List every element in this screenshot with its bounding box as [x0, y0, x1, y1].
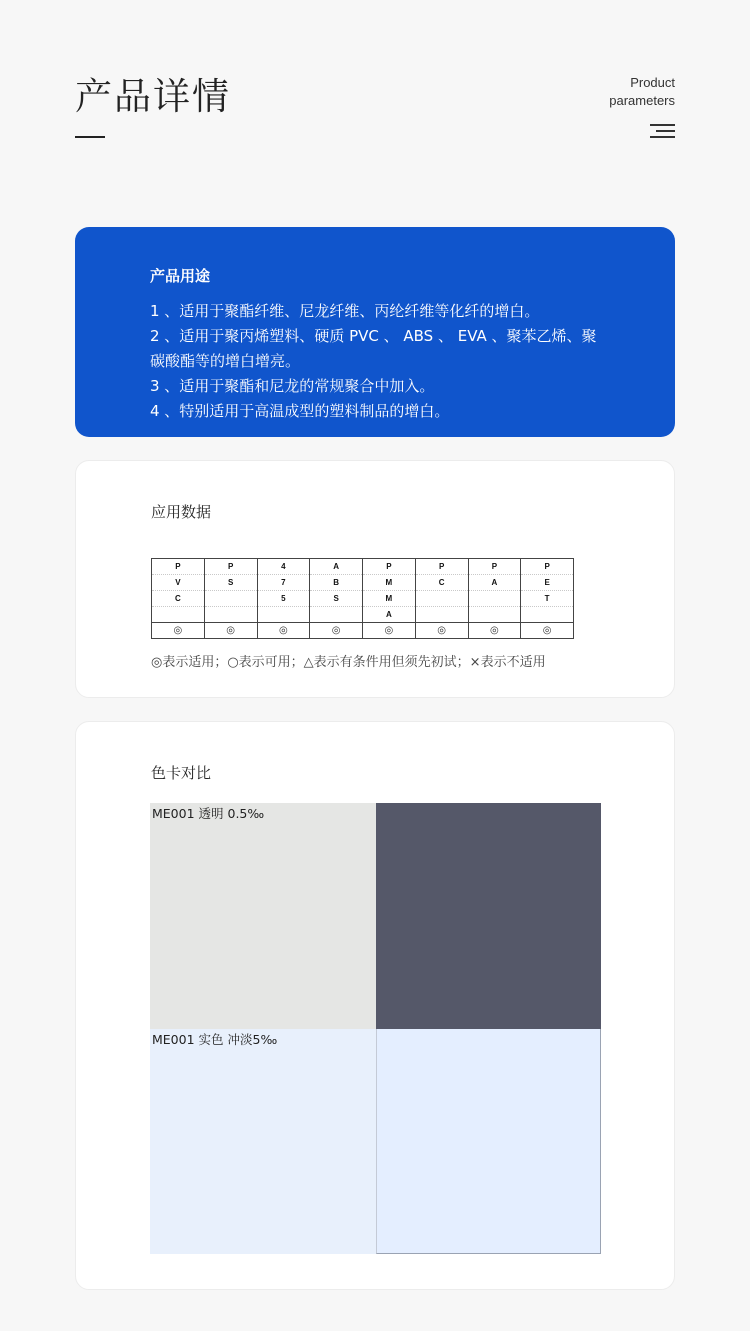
suitability-mark: ◎: [521, 623, 574, 639]
table-cell: C: [415, 575, 468, 591]
table-row: [152, 623, 574, 639]
color-swatch-grid: [150, 803, 601, 1254]
subtitle-line-1: Product: [630, 75, 675, 90]
suitability-mark: ◎: [204, 623, 257, 639]
usage-item: 1 、适用于聚酯纤维、尼龙纤维、丙纶纤维等化纤的增白。: [150, 302, 540, 320]
color-swatch: [150, 1029, 376, 1255]
hamburger-menu-icon[interactable]: [650, 124, 675, 140]
table-cell: [257, 607, 310, 623]
table-cell: [415, 607, 468, 623]
table-cell: [310, 607, 363, 623]
color-card-heading: 色卡对比: [151, 764, 212, 782]
suitability-mark: ◎: [363, 623, 416, 639]
table-cell: P: [152, 559, 205, 575]
usage-item: 4 、特别适用于高温成型的塑料制品的增白。: [150, 402, 450, 420]
table-cell: P: [468, 559, 521, 575]
swatch-label: ME001 透明 0.5‰: [152, 806, 265, 821]
color-swatch: [150, 803, 376, 1029]
table-cell: A: [363, 607, 416, 623]
page-subtitle: [609, 74, 675, 110]
table-cell: [204, 591, 257, 607]
color-card-section: [75, 721, 675, 1290]
application-table: [151, 558, 574, 639]
table-cell: M: [363, 591, 416, 607]
table-cell: C: [152, 591, 205, 607]
suitability-mark: ◎: [415, 623, 468, 639]
table-cell: 4: [257, 559, 310, 575]
table-cell: V: [152, 575, 205, 591]
swatch-label: ME001 实色 冲淡5‰: [152, 1031, 278, 1047]
table-row: [152, 591, 574, 607]
table-cell: 7: [257, 575, 310, 591]
page-title: 产品详情: [75, 75, 231, 118]
table-cell: P: [204, 559, 257, 575]
color-swatch: [376, 1029, 602, 1255]
table-row: [152, 607, 574, 623]
table-cell: [521, 607, 574, 623]
product-usage-card: [75, 227, 675, 437]
product-usage-heading: 产品用途: [150, 267, 211, 285]
title-underline: [75, 136, 105, 138]
suitability-mark: ◎: [468, 623, 521, 639]
table-cell: S: [204, 575, 257, 591]
table-row: [152, 575, 574, 591]
table-cell: P: [363, 559, 416, 575]
table-cell: [468, 607, 521, 623]
table-cell: A: [310, 559, 363, 575]
table-cell: [152, 607, 205, 623]
table-cell: P: [415, 559, 468, 575]
table-cell: [415, 591, 468, 607]
table-cell: [204, 607, 257, 623]
table-legend: ◎表示适用；○表示可用；△表示有条件用但须先初试；×表示不适用: [151, 655, 546, 670]
application-data-heading: 应用数据: [151, 503, 212, 521]
table-cell: A: [468, 575, 521, 591]
table-cell: [468, 591, 521, 607]
table-row: [152, 559, 574, 575]
suitability-mark: ◎: [152, 623, 205, 639]
application-data-card: [75, 460, 675, 698]
subtitle-line-2: parameters: [609, 93, 675, 108]
suitability-mark: ◎: [257, 623, 310, 639]
table-cell: 5: [257, 591, 310, 607]
table-cell: M: [363, 575, 416, 591]
usage-item: 3 、适用于聚酯和尼龙的常规聚合中加入。: [150, 377, 435, 395]
table-cell: B: [310, 575, 363, 591]
color-swatch: [376, 803, 602, 1029]
table-cell: T: [521, 591, 574, 607]
product-usage-list: [150, 299, 600, 424]
suitability-mark: ◎: [310, 623, 363, 639]
table-cell: P: [521, 559, 574, 575]
table-cell: E: [521, 575, 574, 591]
usage-item: 2 、适用于聚丙烯塑料、硬质 PVC 、 ABS 、 EVA 、聚苯乙烯、聚碳酸酯等的增白增亮。: [150, 327, 597, 370]
table-cell: S: [310, 591, 363, 607]
